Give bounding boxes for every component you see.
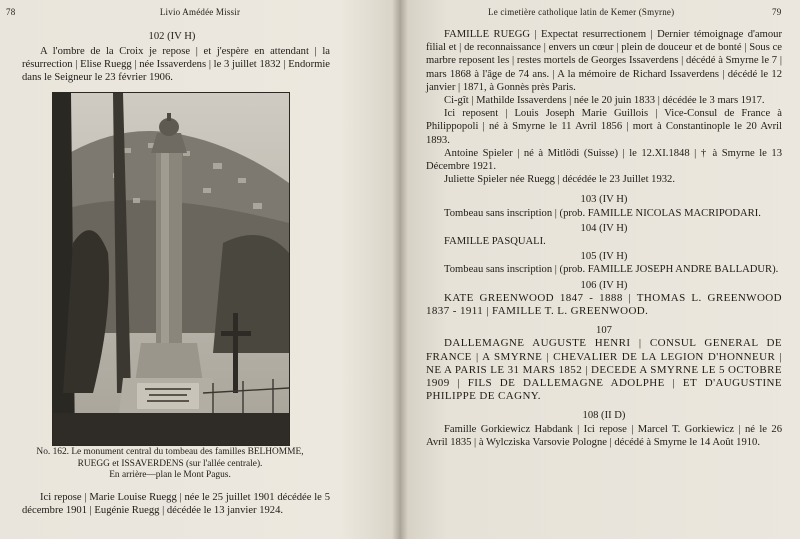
entry-108-heading: 108 (II D): [582, 410, 626, 422]
caption-line-3: En arrière—plan le Mont Pagus.: [109, 470, 231, 481]
entry-102-text: A l'ombre de la Croix je repose | et j'espère en attendant | la résurrection | Elise Ruegg | née Issaverdens | le 3 juillet 1832 | Endormie dans le Seigneur le 23 février 1906.: [22, 46, 330, 84]
caption-line-1: No. 162. Le monument central du tombeau des familles BELHOMME,: [36, 447, 304, 457]
entry-108-text: Famille Gorkiewicz Habdank | Ici repose | Marcel T. Gorkiewicz | né le 26 Avril 1835 | à Wylcziska Varsovie Pologne | décédé à Smyrne le 14 Août 1910.: [426, 423, 782, 448]
entry-103-heading: 103 (IV H): [580, 194, 628, 206]
entry-104-text: FAMILLE PASQUALI.: [444, 236, 546, 248]
entry-107-text: DALLEMAGNE AUGUSTE HENRI | CONSUL GENERAL DE FRANCE | A SMYRNE | CHEVALIER DE LA LEGION D'HONNEUR | NE A PARIS LE 31 MARS 1852 | DECEDE A SMYRNE LE 5 OCTOBRE 1909 | FILS DE DALLEMAGNE ADOLPHE | ET D'AUGUSTINE PHILIPPE DE CAGNY.: [426, 337, 782, 403]
right-running-head: Le cimetière catholique latin de Kemer (Smyrne): [488, 7, 675, 17]
juliette-paragraph: Juliette Spieler née Ruegg | décédée le 23 Juillet 1932.: [444, 174, 675, 186]
entry-106-text: KATE GREENWOOD 1847 - 1888 | THOMAS L. GREENWOOD 1837 - 1911 | FAMILLE T. L. GREENWOOD.: [426, 291, 782, 318]
entry-102-heading: 102 (IV H): [148, 31, 196, 42]
entry-105-text: Tombeau sans inscription | (prob. FAMILLE JOSEPH ANDRE BALLADUR).: [444, 264, 779, 276]
left-running-head: Livio Amédée Missir: [159, 7, 241, 17]
entry-bottom-text: Ici repose | Marie Louise Ruegg | née le 25 juillet 1901 décédée le 5 décembre 1901 | Eugénie Ruegg | décédée le 13 janvier 1924.: [22, 492, 330, 517]
monument-photo-drawing: [53, 93, 289, 445]
guillois-paragraph: Ici reposent | Louis Joseph Marie Guillois | Vice-Consul de France à Philippopoli | né à Smyrne le 11 Avril 1856 | mort à Constantinople le 20 Avril 1893.: [426, 108, 782, 146]
photo-caption: [20, 447, 320, 482]
entry-107-heading: 107: [596, 325, 612, 337]
entry-106-heading: 106 (IV H): [580, 279, 628, 291]
ruegg-paragraph: FAMILLE RUEGG | Expectat resurrectionem | Dernier témoignage d'amour filial et | de reconnaissance | envers un cœur | plein de douceur et de bonté | Sous ce marbre reposent les | restes mortels de Georges Issaverdens | décédé à Smyrne le 7 | mars 1868 à l'âge de 74 ans. | A la mémoire de Richard Issaverdens | décédé le 12 janvier | 1871, à Gonnès près Paris.: [426, 29, 782, 93]
entry-103-text: Tombeau sans inscription | (prob. FAMILLE NICOLAS MACRIPODARI.: [444, 207, 761, 219]
left-page-number: 78: [6, 7, 16, 17]
mathilde-paragraph: Ci-gît | Mathilde Issaverdens | née le 20 juin 1833 | décédée le 3 mars 1917.: [444, 95, 765, 107]
right-page-number: 79: [772, 7, 782, 17]
caption-line-2: RUEGG et ISSAVERDENS (sur l'allée centrale).: [77, 458, 263, 469]
right-column: [426, 28, 782, 449]
right-page: [400, 0, 800, 539]
entry-104-heading: 104 (IV H): [580, 222, 628, 234]
monument-photo: [52, 92, 290, 446]
spieler-paragraph: Antoine Spieler | né à Mitlödi (Suisse) | le 12.XI.1848 | † à Smyrne le 13 Décembre 1921.: [426, 147, 782, 173]
entry-105-heading: 105 (IV H): [580, 251, 628, 263]
